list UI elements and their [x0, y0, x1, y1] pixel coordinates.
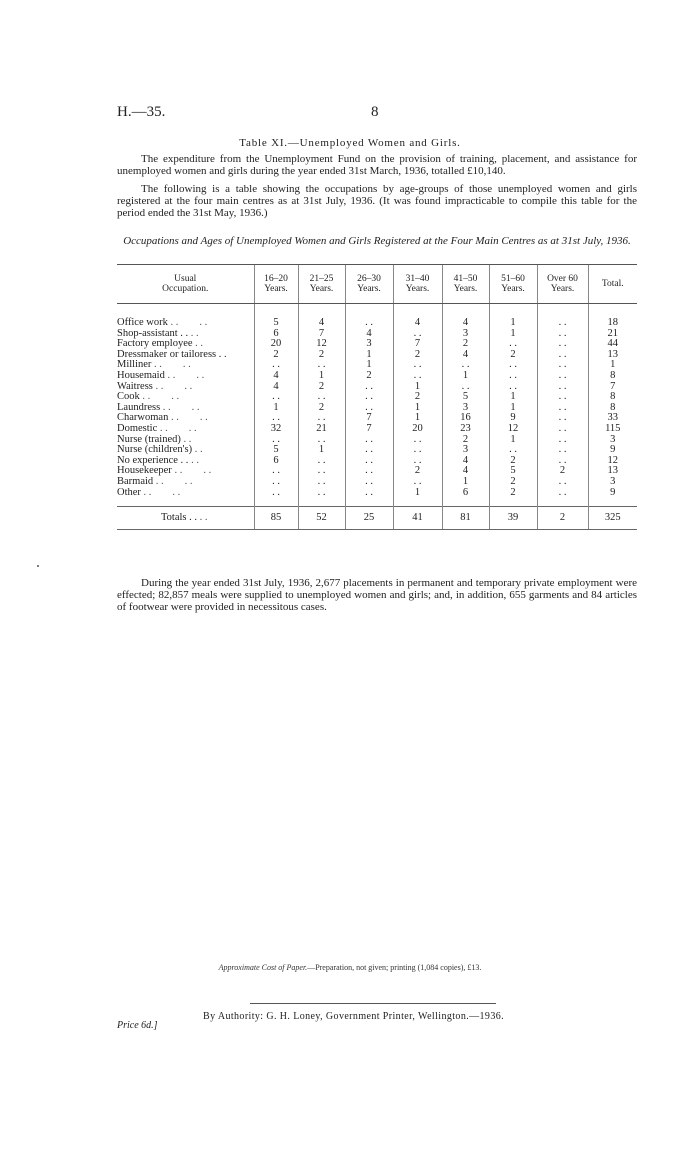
- count-cell: . .: [254, 413, 298, 424]
- count-cell: . .: [393, 371, 442, 382]
- row-total-cell: 21: [588, 329, 637, 340]
- occupation-name: Housekeeper . . . .: [117, 465, 212, 477]
- count-cell: 1: [345, 360, 393, 371]
- count-cell: 16: [442, 413, 489, 424]
- count-cell: . .: [298, 360, 345, 371]
- row-total-cell: 8: [588, 403, 637, 414]
- header-total: Total.: [588, 265, 637, 304]
- count-cell: . .: [489, 382, 537, 393]
- count-cell: . .: [298, 456, 345, 467]
- count-cell: . .: [393, 360, 442, 371]
- occupation-name: Factory employee . .: [117, 338, 204, 350]
- table-header-row: [117, 265, 637, 304]
- header-16-20: 16–20 Years.: [254, 265, 298, 304]
- count-cell: 3: [345, 339, 393, 350]
- count-cell: . .: [537, 477, 588, 488]
- count-cell: . .: [537, 445, 588, 456]
- count-cell: . .: [345, 477, 393, 488]
- leader-dots: . . . .: [154, 359, 191, 371]
- row-total-cell: 3: [588, 477, 637, 488]
- count-cell: 1: [298, 371, 345, 382]
- count-cell: . .: [537, 392, 588, 403]
- footer-rule: [250, 1003, 496, 1004]
- count-cell: . .: [537, 382, 588, 393]
- total-cell: 52: [298, 507, 345, 530]
- count-cell: 2: [489, 477, 537, 488]
- occupation-name: Laundress . . . .: [117, 401, 200, 413]
- count-cell: . .: [537, 350, 588, 361]
- header-51-60: 51–60 Years.: [489, 265, 537, 304]
- count-cell: 32: [254, 424, 298, 435]
- occupation-name: Waitress . . . .: [117, 380, 193, 392]
- row-total-cell: 8: [588, 371, 637, 382]
- leader-dots: . . . .: [170, 317, 208, 328]
- count-cell: 12: [298, 339, 345, 350]
- count-cell: . .: [345, 456, 393, 467]
- count-cell: 20: [254, 339, 298, 350]
- row-total-cell: 13: [588, 466, 637, 477]
- row-total-cell: 8: [588, 392, 637, 403]
- count-cell: 4: [254, 371, 298, 382]
- count-cell: . .: [345, 392, 393, 403]
- count-cell: . .: [254, 360, 298, 371]
- occupation-name: No experience . . . .: [117, 454, 199, 466]
- count-cell: 5: [442, 392, 489, 403]
- header-41-50: 41–50 Years.: [442, 265, 489, 304]
- leader-dots: . .: [195, 338, 204, 350]
- table-spacer-row: [117, 304, 637, 319]
- count-cell: . .: [537, 488, 588, 507]
- totals-row: [117, 507, 637, 530]
- count-cell: . .: [537, 456, 588, 467]
- leader-dots: . . . .: [174, 465, 212, 477]
- count-cell: 2: [298, 403, 345, 414]
- count-cell: 5: [254, 445, 298, 456]
- count-cell: . .: [489, 339, 537, 350]
- row-total-cell: 9: [588, 488, 637, 507]
- count-cell: 2: [298, 350, 345, 361]
- table-row: [117, 477, 637, 488]
- count-cell: . .: [298, 392, 345, 403]
- row-total-cell: 44: [588, 339, 637, 350]
- total-cell: 81: [442, 507, 489, 530]
- count-cell: 1: [442, 477, 489, 488]
- row-total-cell: 3: [588, 435, 637, 446]
- table-title: Table XI.—Unemployed Women and Girls.: [239, 137, 461, 149]
- total-cell: 85: [254, 507, 298, 530]
- count-cell: 1: [393, 403, 442, 414]
- total-cell: 39: [489, 507, 537, 530]
- grand-total-cell: 325: [588, 507, 637, 530]
- count-cell: 9: [489, 413, 537, 424]
- leader-dots: . . . .: [155, 475, 193, 487]
- row-total-cell: 115: [588, 424, 637, 435]
- count-cell: 21: [298, 424, 345, 435]
- count-cell: 4: [254, 382, 298, 393]
- count-cell: 1: [393, 488, 442, 507]
- count-cell: 4: [442, 350, 489, 361]
- leader-dots: . . . .: [142, 391, 180, 403]
- count-cell: . .: [537, 360, 588, 371]
- occupation-name: Domestic . . . .: [117, 422, 197, 434]
- count-cell: 7: [345, 413, 393, 424]
- printer-authority: By Authority: G. H. Loney, Government Printer, Wellington.—1936.: [203, 1011, 505, 1022]
- count-cell: . .: [537, 371, 588, 382]
- leader-dots: . . . .: [167, 369, 205, 381]
- header-26-30: 26–30 Years.: [345, 265, 393, 304]
- count-cell: 1: [489, 435, 537, 446]
- count-cell: 4: [345, 329, 393, 340]
- header-21-25: 21–25 Years.: [298, 265, 345, 304]
- count-cell: 1: [298, 445, 345, 456]
- occupation-name: Dressmaker or tailoress . .: [117, 348, 227, 360]
- table-row: [117, 371, 637, 382]
- table-row: [117, 424, 637, 435]
- count-cell: 2: [489, 456, 537, 467]
- count-cell: 6: [254, 329, 298, 340]
- count-cell: . .: [442, 382, 489, 393]
- count-cell: 2: [345, 371, 393, 382]
- row-total-cell: 33: [588, 413, 637, 424]
- count-cell: . .: [345, 466, 393, 477]
- occupation-name: Nurse (children's) . .: [117, 444, 203, 456]
- count-cell: . .: [489, 360, 537, 371]
- occupation-name: Barmaid . . . .: [117, 475, 193, 487]
- count-cell: 6: [442, 488, 489, 507]
- leader-dots: . .: [199, 511, 208, 523]
- leader-dots: . .: [194, 444, 203, 456]
- count-cell: 4: [442, 466, 489, 477]
- count-cell: . .: [537, 424, 588, 435]
- count-cell: . .: [254, 488, 298, 507]
- count-cell: . .: [393, 456, 442, 467]
- row-total-cell: 1: [588, 360, 637, 371]
- total-cell: 25: [345, 507, 393, 530]
- total-cell: 2: [537, 507, 588, 530]
- count-cell: . .: [537, 403, 588, 414]
- count-cell: . .: [298, 435, 345, 446]
- row-total-cell: 9: [588, 445, 637, 456]
- count-cell: . .: [537, 339, 588, 350]
- header-31-40: 31–40 Years.: [393, 265, 442, 304]
- count-cell: 1: [489, 392, 537, 403]
- count-cell: . .: [298, 488, 345, 507]
- leader-dots: . . . .: [159, 422, 197, 434]
- leader-dots: . .: [191, 454, 199, 466]
- count-cell: . .: [254, 477, 298, 488]
- count-cell: . .: [345, 403, 393, 414]
- leader-dots: . . . .: [143, 486, 181, 498]
- count-cell: 3: [442, 329, 489, 340]
- count-cell: 7: [393, 339, 442, 350]
- leader-dots: . . . .: [162, 401, 200, 413]
- total-cell: 41: [393, 507, 442, 530]
- count-cell: 12: [489, 424, 537, 435]
- count-cell: 7: [345, 424, 393, 435]
- count-cell: 20: [393, 424, 442, 435]
- row-total-cell: 7: [588, 382, 637, 393]
- occupations-table: [117, 264, 637, 530]
- count-cell: 4: [393, 318, 442, 329]
- count-cell: . .: [393, 477, 442, 488]
- count-cell: . .: [345, 435, 393, 446]
- price-label: Price 6d.]: [117, 1020, 158, 1031]
- page-number: 8: [371, 104, 379, 120]
- count-cell: 2: [254, 350, 298, 361]
- header-occupation: Usual Occupation.: [117, 265, 254, 304]
- count-cell: 1: [442, 371, 489, 382]
- occupation-name: Milliner . . . .: [117, 359, 191, 371]
- count-cell: . .: [345, 318, 393, 329]
- count-cell: 6: [254, 456, 298, 467]
- count-cell: 2: [489, 488, 537, 507]
- count-cell: . .: [254, 392, 298, 403]
- count-cell: 1: [489, 403, 537, 414]
- row-total-cell: 12: [588, 456, 637, 467]
- occupation-name: Charwoman . . . .: [117, 412, 208, 424]
- occupation-name: Nurse (trained) . .: [117, 433, 192, 445]
- count-cell: 2: [537, 466, 588, 477]
- count-cell: 2: [393, 466, 442, 477]
- paragraph-expenditure: The expenditure from the Unemployment Fund on the provision of training, placement, and assistance for unemployed women and girls during the year ended 31st March, 1936, totalled £10,140.: [117, 153, 637, 177]
- count-cell: 2: [489, 350, 537, 361]
- row-total-cell: 18: [588, 318, 637, 329]
- count-cell: 5: [489, 466, 537, 477]
- count-cell: 2: [298, 382, 345, 393]
- page-identifier: H.—35.: [117, 104, 166, 120]
- count-cell: 5: [254, 318, 298, 329]
- count-cell: 1: [489, 329, 537, 340]
- cost-of-paper-note: Approximate Cost of Paper.—Preparation, not given; printing (1,084 copies), £13.: [218, 963, 482, 972]
- count-cell: . .: [298, 466, 345, 477]
- count-cell: 1: [345, 350, 393, 361]
- count-cell: . .: [393, 435, 442, 446]
- count-cell: . .: [489, 445, 537, 456]
- totals-label: Totals . . . .: [117, 507, 254, 530]
- count-cell: . .: [537, 413, 588, 424]
- count-cell: 3: [442, 445, 489, 456]
- count-cell: 1: [254, 403, 298, 414]
- count-cell: . .: [537, 318, 588, 329]
- count-cell: 4: [298, 318, 345, 329]
- header-over-60: Over 60 Years.: [537, 265, 588, 304]
- count-cell: . .: [442, 360, 489, 371]
- leader-dots: . .: [190, 327, 199, 339]
- count-cell: 4: [442, 318, 489, 329]
- count-cell: . .: [298, 477, 345, 488]
- count-cell: 1: [489, 318, 537, 329]
- count-cell: . .: [345, 488, 393, 507]
- row-total-cell: 13: [588, 350, 637, 361]
- count-cell: 4: [442, 456, 489, 467]
- count-cell: . .: [345, 445, 393, 456]
- count-cell: 2: [393, 392, 442, 403]
- leader-dots: . . . .: [155, 380, 193, 392]
- margin-mark: [37, 565, 39, 567]
- count-cell: . .: [254, 466, 298, 477]
- count-cell: 7: [298, 329, 345, 340]
- occupation-name: Office work . . . .: [117, 317, 208, 328]
- count-cell: 3: [442, 403, 489, 414]
- count-cell: . .: [393, 329, 442, 340]
- count-cell: . .: [254, 435, 298, 446]
- table-row: [117, 488, 637, 507]
- count-cell: 2: [442, 339, 489, 350]
- count-cell: 2: [393, 350, 442, 361]
- occupation-name: Other . . . .: [117, 486, 181, 498]
- occupation-name: Shop-assistant . . . .: [117, 327, 199, 339]
- paragraph-table-intro: The following is a table showing the occupations by age-groups of those unemployed women and girls registered at the four main centres as at 31st July, 1936. (It was found impracticable to compile this table for the period ended the 31st May, 1936.): [117, 183, 637, 219]
- occupation-name: Housemaid . . . .: [117, 369, 205, 381]
- count-cell: 1: [393, 382, 442, 393]
- occupation-name: Cook . . . .: [117, 391, 180, 403]
- count-cell: . .: [393, 445, 442, 456]
- count-cell: . .: [345, 382, 393, 393]
- count-cell: 2: [442, 435, 489, 446]
- count-cell: 23: [442, 424, 489, 435]
- count-cell: . .: [537, 435, 588, 446]
- table-caption: Occupations and Ages of Unemployed Women and Girls Registered at the Four Main Centres as at 31st July, 1936.: [123, 235, 631, 247]
- count-cell: . .: [489, 371, 537, 382]
- count-cell: 1: [393, 413, 442, 424]
- count-cell: . .: [298, 413, 345, 424]
- leader-dots: . . . .: [170, 412, 208, 424]
- count-cell: . .: [537, 329, 588, 340]
- paragraph-placements: During the year ended 31st July, 1936, 2,677 placements in permanent and temporary private employment were effected; 82,857 meals were supplied to unemployed women and girls; and, in addition, 655 garments and 84 articles of footwear were provided in necessitous cases.: [117, 577, 637, 613]
- leader-dots: . .: [183, 433, 192, 445]
